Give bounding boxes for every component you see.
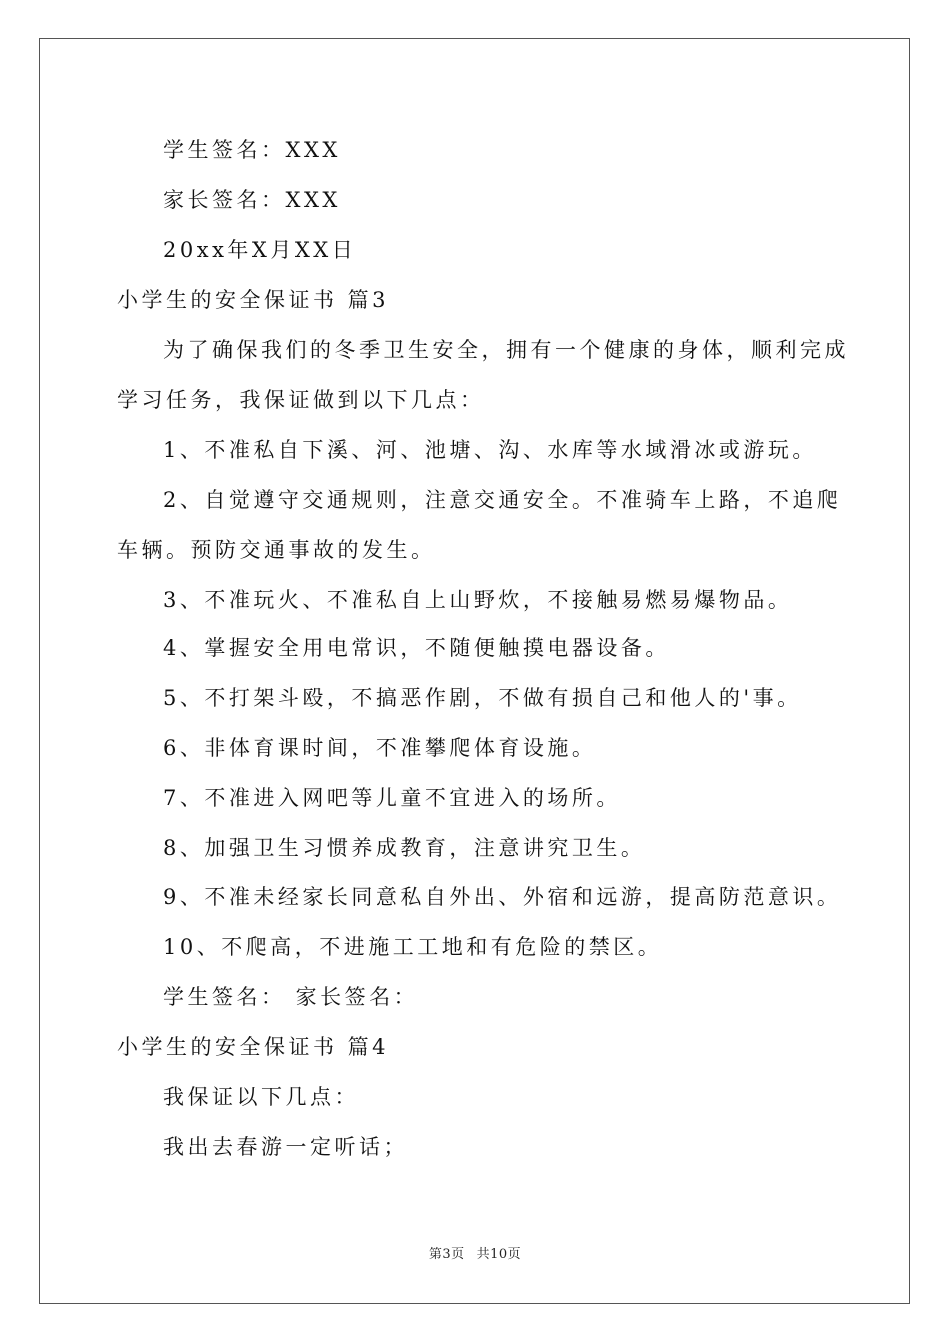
list-item: 10、不爬高，不进施工工地和有危险的禁区。: [163, 935, 663, 959]
text-line: 我保证以下几点：: [163, 1085, 359, 1109]
list-item: 9、不准未经家长同意私自外出、外宿和远游，提高防范意识。: [163, 885, 842, 909]
text-line: 20xx年X月XX日: [163, 238, 357, 262]
page-frame: [39, 38, 910, 1304]
text-line: 学生签名：XXX: [163, 138, 341, 162]
list-item: 3、不准玩火、不准私自上山野炊，不接触易燃易爆物品。: [163, 588, 793, 612]
list-item-continuation: 车辆。预防交通事故的发生。: [117, 538, 436, 562]
section-heading: 小学生的安全保证书 篇3: [117, 288, 390, 312]
text-line: 为了确保我们的冬季卫生安全，拥有一个健康的身体，顺利完成: [163, 338, 849, 362]
list-item: 7、不准进入网吧等儿童不宜进入的场所。: [163, 786, 621, 810]
text-line: 家长签名：XXX: [163, 188, 341, 212]
section-heading: 小学生的安全保证书 篇4: [117, 1035, 390, 1059]
text-line: 我出去春游一定听话；: [163, 1135, 408, 1159]
text-line: 学习任务，我保证做到以下几点：: [117, 388, 485, 412]
list-item: 6、非体育课时间，不准攀爬体育设施。: [163, 736, 597, 760]
list-item: 8、加强卫生习惯养成教育，注意讲究卫生。: [163, 836, 646, 860]
total-pages: 共10页: [476, 1247, 522, 1262]
signature-line: 学生签名： 家长签名：: [163, 985, 419, 1009]
list-item: 2、自觉遵守交通规则，注意交通安全。不准骑车上路，不追爬: [163, 488, 842, 512]
current-page-number: 第3页: [428, 1247, 465, 1262]
page-footer: [0, 1247, 950, 1263]
list-item: 5、不打架斗殴，不搞恶作剧，不做有损自己和他人的'事。: [163, 686, 802, 710]
list-item: 4、掌握安全用电常识，不随便触摸电器设备。: [163, 636, 670, 660]
list-item: 1、不准私自下溪、河、池塘、沟、水库等水域滑冰或游玩。: [163, 438, 817, 462]
